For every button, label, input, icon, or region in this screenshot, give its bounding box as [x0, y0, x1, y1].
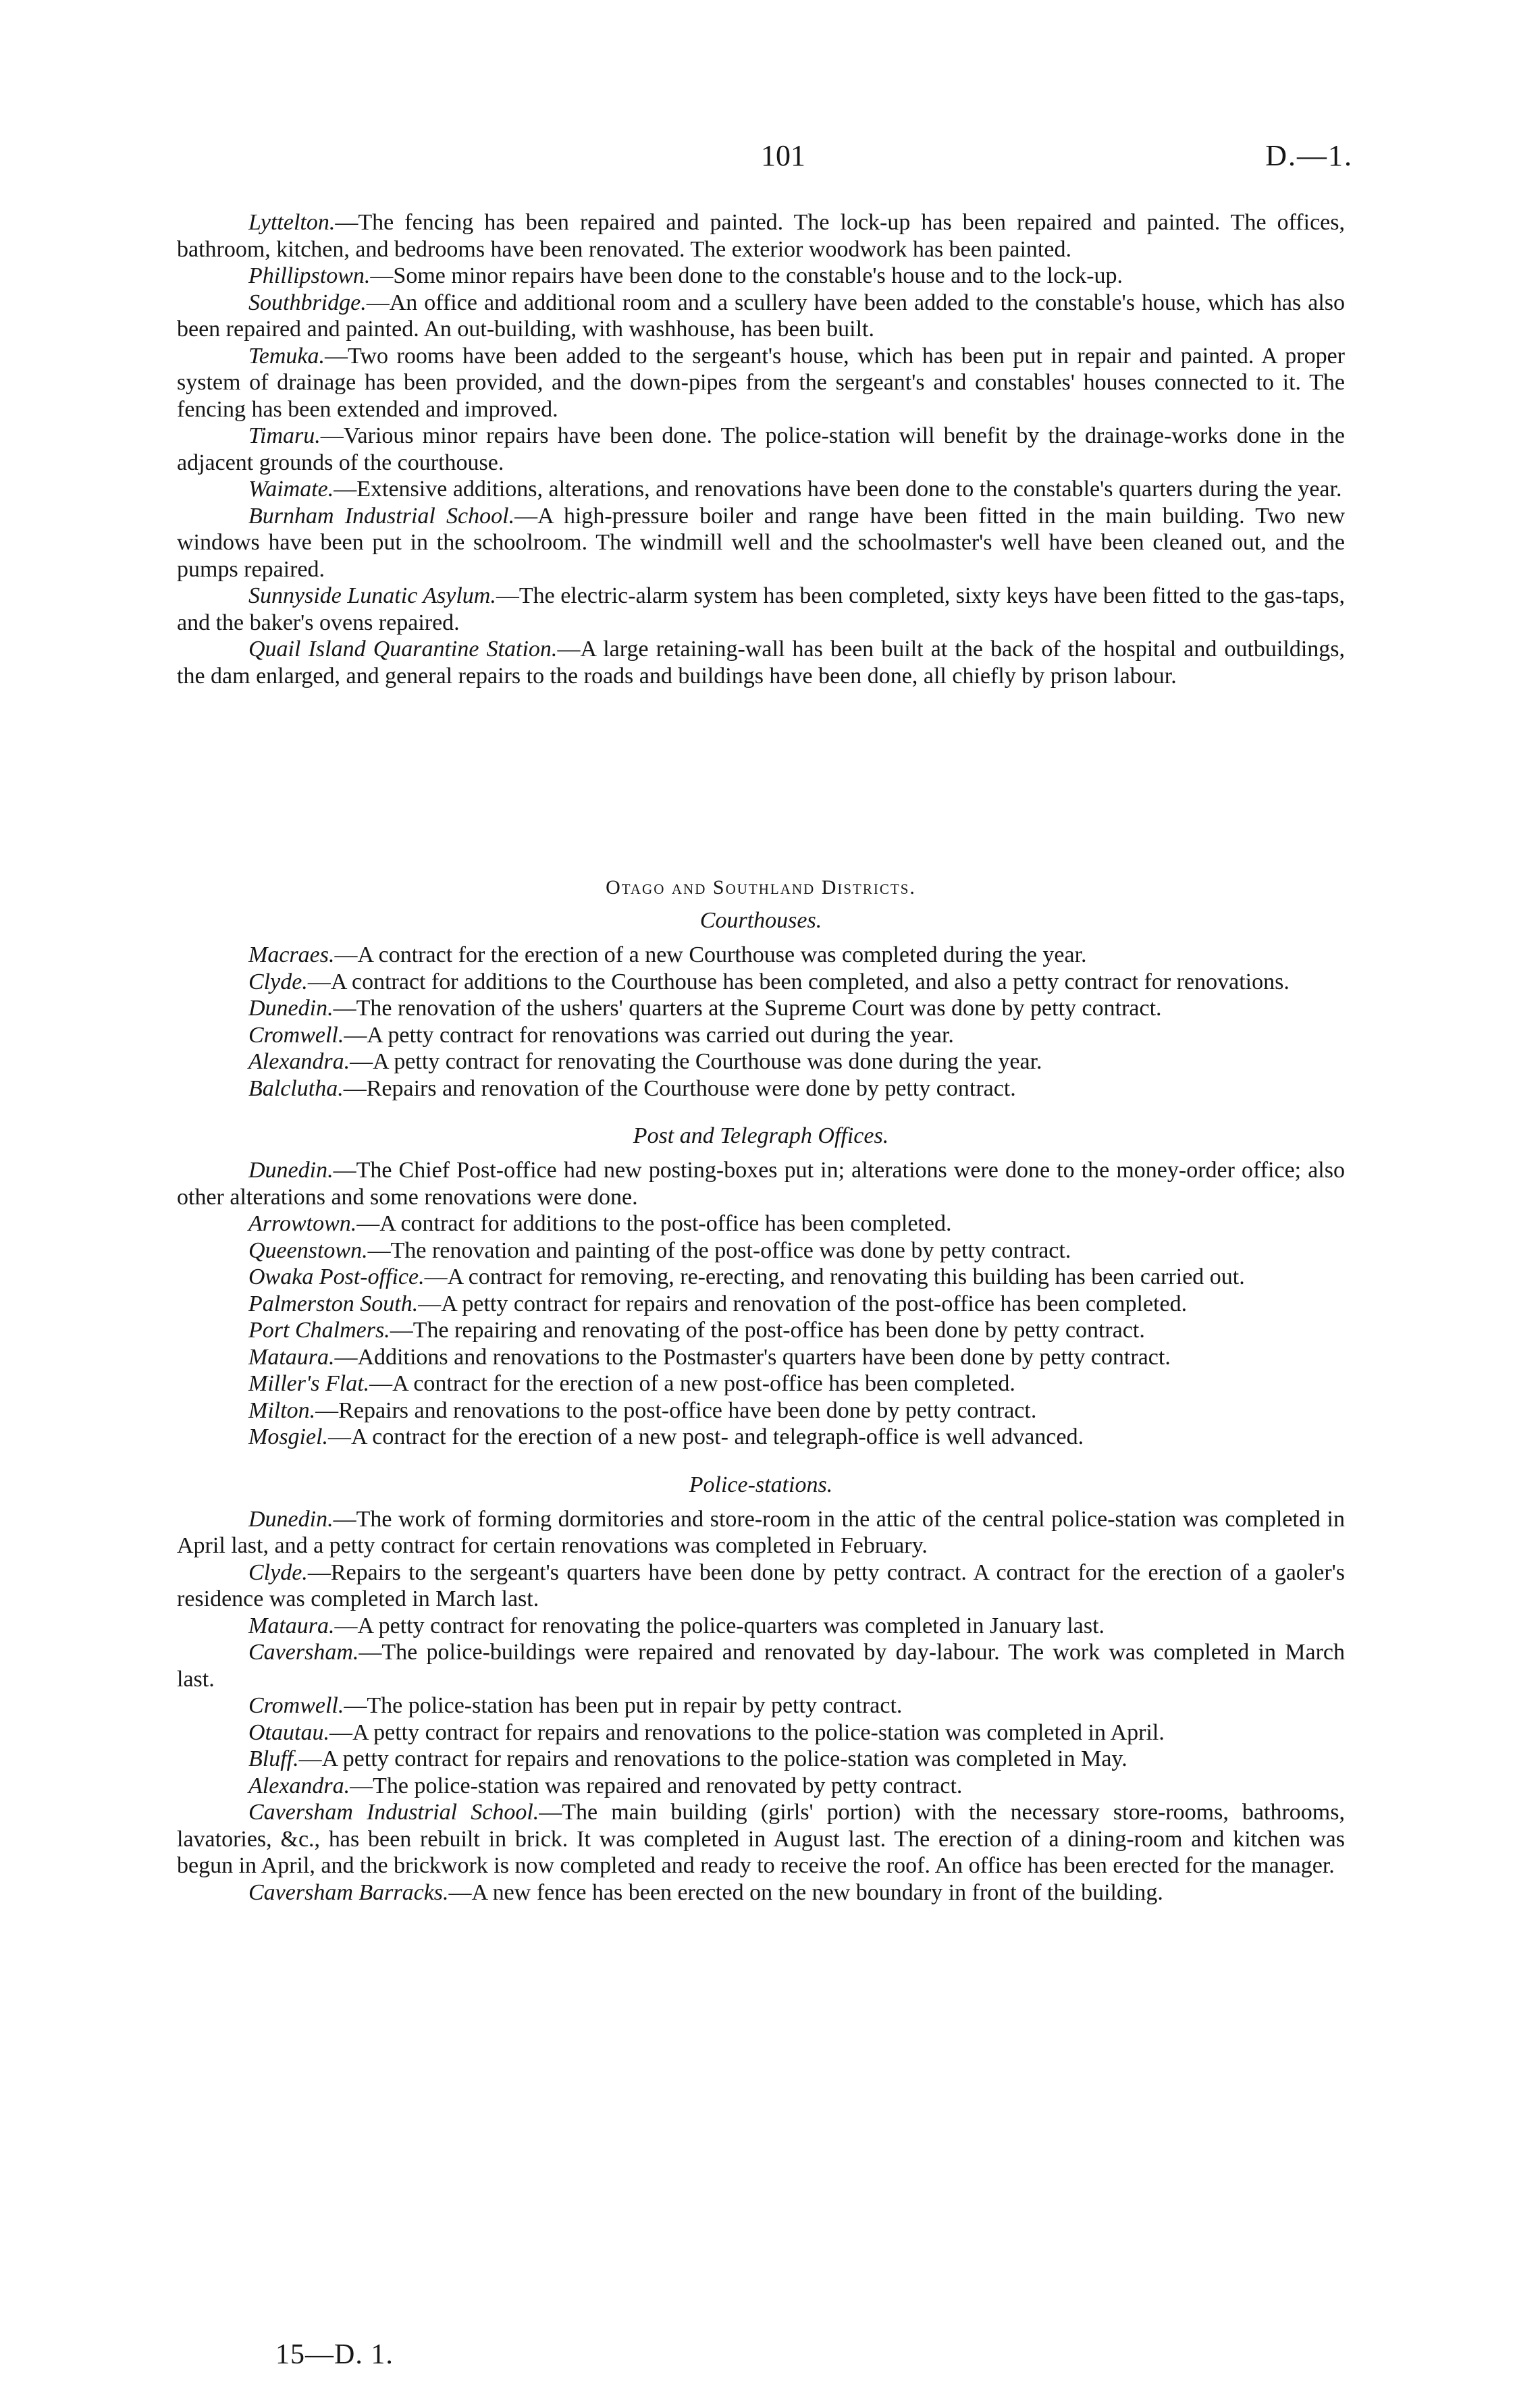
paragraph-text: —A petty contract for repairs and renovations to the police-station was completed in May.	[298, 1746, 1127, 1771]
paragraph-bluff-police	[177, 1746, 1345, 1773]
police-stations-heading: Police-stations.	[689, 1472, 833, 1497]
paragraph-caversham-barracks	[177, 1879, 1345, 1906]
paragraph-milton-post	[177, 1397, 1345, 1424]
place-name: Otautau.	[248, 1719, 329, 1745]
paragraph-dunedin-police	[177, 1506, 1345, 1559]
paragraph-clyde-police	[177, 1559, 1345, 1613]
paragraph-owaka-post	[177, 1264, 1345, 1291]
paragraph-sunnyside	[177, 583, 1345, 636]
place-name: Dunedin.	[248, 1506, 334, 1532]
place-name: Sunnyside Lunatic Asylum.	[248, 583, 496, 608]
place-name: Waimate.	[248, 477, 334, 502]
paragraph-text: —Repairs to the sergeant's quarters have been done by petty contract. A contract for the erection of a gaoler's residence was completed in March last.	[177, 1559, 1345, 1611]
paragraph-text: —The renovation of the ushers' quarters at the Supreme Court was done by petty contract.	[333, 996, 1162, 1021]
place-name: Bluff.	[248, 1746, 299, 1771]
place-name: Caversham Barracks.	[248, 1879, 449, 1905]
paragraph-palmerston-post	[177, 1291, 1345, 1318]
place-name: Cromwell.	[248, 1022, 344, 1048]
paragraph-otautau-police	[177, 1719, 1345, 1746]
paragraph-mataura-police	[177, 1613, 1345, 1640]
paragraph-dunedin-court	[177, 995, 1345, 1022]
canterbury-section	[177, 209, 1345, 689]
place-name: Clyde.	[248, 969, 308, 994]
paragraph-text: —The police-station has been put in repair by petty contract.	[344, 1693, 903, 1718]
place-name: Mataura.	[248, 1613, 335, 1638]
place-name: Port Chalmers.	[248, 1318, 390, 1343]
paragraph-text: —A petty contract for renovations was carried out during the year.	[344, 1022, 954, 1048]
paragraph-quail-island	[177, 636, 1345, 689]
place-name: Quail Island Quarantine Station.	[248, 637, 558, 662]
paragraph-millers-flat-post	[177, 1370, 1345, 1397]
place-name: Queenstown.	[248, 1237, 368, 1263]
paragraph-text: —Two rooms have been added to the sergeant's house, which has been put in repair and painted. A proper system of drainage has been provided, and the down-pipes from the sergeant's and constables' houses connected to it. The fencing has been extended and improved.	[177, 343, 1345, 422]
paragraph-text: —A high-pressure boiler and range have been fitted in the main building. Two new windows have been put in the schoolroom. The windmill well and the schoolmaster's well have been cleaned out, and the pumps repaired.	[177, 503, 1345, 582]
paragraph-text: —The electric-alarm system has been completed, sixty keys have been fitted to the gas-taps, and the baker's ovens repaired.	[177, 583, 1346, 635]
place-name: Dunedin.	[248, 1158, 334, 1183]
place-name: Timaru.	[248, 423, 321, 448]
place-name: Cromwell.	[248, 1693, 344, 1718]
paragraph-text: —A contract for additions to the post-office has been completed.	[356, 1211, 952, 1236]
paragraph-alexandra-police	[177, 1773, 1345, 1800]
paragraph-phillipstown	[177, 263, 1345, 290]
paragraph-waimate	[177, 476, 1345, 503]
paragraph-caversham-police	[177, 1639, 1345, 1692]
paragraph-text: —Additions and renovations to the Postmaster's quarters have been done by petty contract.	[334, 1344, 1171, 1370]
paragraph-mataura-post	[177, 1344, 1345, 1371]
place-name: Milton.	[248, 1397, 316, 1423]
paragraph-mosgiel-post	[177, 1424, 1345, 1451]
paragraph-text: —Some minor repairs have been done to the constable's house and to the lock-up.	[370, 263, 1123, 288]
place-name: Palmerston South.	[248, 1291, 419, 1316]
paragraph-queenstown-post	[177, 1237, 1345, 1264]
district-heading: Otago and Southland Districts.	[606, 876, 916, 899]
page-number: 101	[761, 139, 805, 172]
post-offices-heading: Post and Telegraph Offices.	[633, 1123, 889, 1148]
place-name: Clyde.	[248, 1559, 308, 1585]
paragraph-text: —A new fence has been erected on the new boundary in front of the building.	[448, 1879, 1163, 1905]
signature-mark: 15—D. 1.	[275, 2339, 394, 2370]
paragraph-text: —The work of forming dormitories and store-room in the attic of the central police-station was completed in April last, and a petty contract for certain renovations was completed in February.	[177, 1506, 1345, 1558]
paragraph-port-chalmers-post	[177, 1317, 1345, 1344]
document-code: D.—1.	[1265, 139, 1353, 172]
place-name: Mosgiel.	[248, 1424, 329, 1449]
paragraph-clyde-court	[177, 969, 1345, 996]
paragraph-text: —The main building (girls' portion) with the necessary store-rooms, bathrooms, lavatories, &c., has been rebuilt in brick. It was completed in August last. The erection of a dining-room and kitchen was begun in April, and the brickwork is now completed and ready to receive the roof. An office has been erected for the manager.	[177, 1800, 1345, 1878]
paragraph-text: —A petty contract for repairs and renovations to the police-station was completed in April.	[329, 1719, 1165, 1745]
paragraph-text: —A petty contract for repairs and renovation of the post-office has been completed.	[418, 1291, 1188, 1316]
place-name: Miller's Flat.	[248, 1371, 370, 1396]
paragraph-macraes	[177, 942, 1345, 969]
paragraph-cromwell-police	[177, 1692, 1345, 1719]
place-name: Burnham Industrial School.	[248, 503, 515, 529]
paragraph-text: —Repairs and renovation of the Courthouse were done by petty contract.	[343, 1075, 1016, 1101]
courthouses-heading: Courthouses.	[699, 908, 822, 933]
place-name: Caversham.	[248, 1640, 359, 1665]
paragraph-text: —Extensive additions, alterations, and renovations have been done to the constable's quarters during the year.	[334, 477, 1342, 502]
paragraph-text: —A contract for additions to the Courthouse has been completed, and also a petty contract for renovations.	[307, 969, 1290, 994]
place-name: Alexandra.	[248, 1773, 350, 1798]
place-name: Macraes.	[248, 942, 335, 967]
paragraph-text: —The Chief Post-office had new posting-boxes put in; alterations were done to the money-order office; also other alterations and some renovations were done.	[177, 1158, 1345, 1210]
paragraph-text: —A contract for the erection of a new post-office has been completed.	[369, 1371, 1015, 1396]
paragraph-text: —A petty contract for renovating the Courthouse was done during the year.	[350, 1049, 1042, 1074]
paragraph-temuka	[177, 343, 1345, 423]
paragraph-alexandra-court	[177, 1048, 1345, 1075]
place-name: Arrowtown.	[248, 1211, 357, 1236]
place-name: Temuka.	[248, 343, 325, 369]
place-name: Phillipstown.	[248, 263, 371, 288]
paragraph-burnham	[177, 503, 1345, 583]
place-name: Mataura.	[248, 1344, 335, 1370]
paragraph-text: —A large retaining-wall has been built at the back of the hospital and outbuildings, the dam enlarged, and general repairs to the roads and buildings have been done, all chiefly by prison labour.	[177, 637, 1345, 689]
paragraph-text: —A contract for removing, re-erecting, and renovating this building has been carried out.	[424, 1264, 1245, 1289]
paragraph-text: —The police-station was repaired and renovated by petty contract.	[350, 1773, 963, 1798]
paragraph-text: —Various minor repairs have been done. The police-station will benefit by the drainage-works done in the adjacent grounds of the courthouse.	[177, 423, 1345, 475]
place-name: Dunedin.	[248, 996, 334, 1021]
paragraph-arrowtown-post	[177, 1210, 1345, 1237]
place-name: Alexandra.	[248, 1049, 350, 1074]
paragraph-caversham-school	[177, 1799, 1345, 1879]
paragraph-balclutha-court	[177, 1075, 1345, 1102]
paragraph-dunedin-post	[177, 1157, 1345, 1210]
paragraph-text: —The renovation and painting of the post-office was done by petty contract.	[367, 1237, 1071, 1263]
paragraph-text: —A petty contract for renovating the police-quarters was completed in January last.	[334, 1613, 1105, 1638]
place-name: Lyttelton.	[248, 210, 336, 235]
paragraph-text: —The fencing has been repaired and painted. The lock-up has been repaired and painted. The offices, bathroom, kitchen, and bedrooms have been renovated. The exterior woodwork has been painted.	[177, 210, 1345, 262]
paragraph-text: —The repairing and renovating of the post-office has been done by petty contract.	[390, 1318, 1145, 1343]
paragraph-text: —Repairs and renovations to the post-office have been done by petty contract.	[315, 1397, 1037, 1423]
place-name: Caversham Industrial School.	[248, 1800, 539, 1825]
otago-section	[177, 847, 1345, 1906]
paragraph-southbridge	[177, 290, 1345, 343]
paragraph-text: —The police-buildings were repaired and renovated by day-labour. The work was completed in March last.	[177, 1640, 1345, 1692]
paragraph-cromwell-court	[177, 1022, 1345, 1049]
paragraph-text: —A contract for the erection of a new Courthouse was completed during the year.	[334, 942, 1087, 967]
place-name: Balclutha.	[248, 1075, 344, 1101]
place-name: Southbridge.	[248, 290, 367, 315]
paragraph-timaru	[177, 423, 1345, 476]
place-name: Owaka Post-office.	[248, 1264, 425, 1289]
paragraph-text: —An office and additional room and a scullery have been added to the constable's house, which has also been repaired and painted. An out-building, with washhouse, has been built.	[177, 290, 1345, 342]
paragraph-lyttelton	[177, 209, 1345, 263]
paragraph-text: —A contract for the erection of a new post- and telegraph-office is well advanced.	[328, 1424, 1084, 1449]
